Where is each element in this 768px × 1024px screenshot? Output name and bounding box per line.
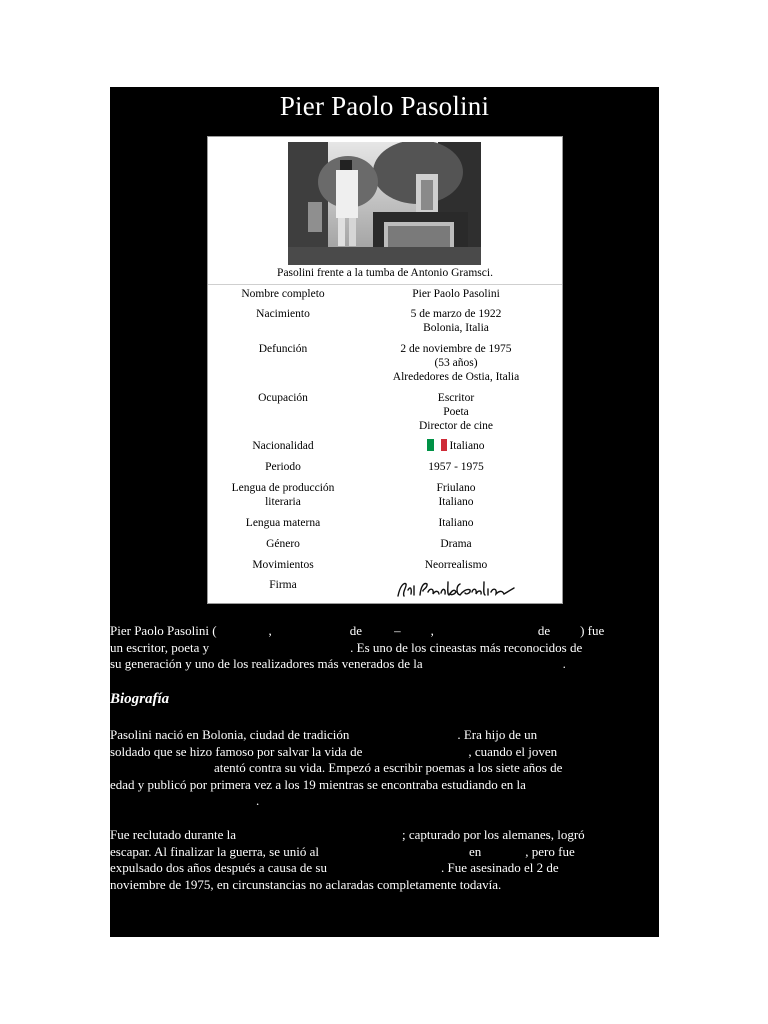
bio-paragraph-1: Pasolini nació en Bolonia, ciudad de tradición . Era hijo de un soldado que se hizo famoso por salvar la vida de , cuando el joven atentó contra su vida. Empezó a escribir poemas a los siete años de edad y publicó por primera vez a los 19 mientras se encontraba estudiando en la . xyxy=(110,727,563,809)
intro-paragraph: Pier Paolo Pasolini ( , de – , de ) fue un escritor, poeta y . Es uno de los cineastas más reconocidos de su generación y uno de los realizadores más venerados de la . xyxy=(110,623,605,672)
infobox-value-line: 5 de marzo de 1922 xyxy=(410,308,502,320)
section-heading-biografia: Biografía xyxy=(110,691,170,707)
infobox-label-line: Lengua materna xyxy=(245,517,321,529)
document-page xyxy=(110,87,659,937)
infobox-label-line: Nombre completo xyxy=(241,288,325,300)
photo-caption: Pasolini frente a la tumba de Antonio Gramsci. xyxy=(277,267,493,279)
page-title: Pier Paolo Pasolini xyxy=(279,91,490,121)
infobox-value-line: Escritor xyxy=(437,392,475,404)
infobox-label-line: Movimientos xyxy=(252,559,314,571)
infobox-label-line: Periodo xyxy=(265,461,301,473)
infobox-value-line: Italiano xyxy=(438,517,474,529)
infobox-label-line: literaria xyxy=(265,496,301,508)
infobox-label-line: Nacimiento xyxy=(256,308,310,320)
infobox-value-line: 1957 - 1975 xyxy=(428,461,484,473)
intro-text: Pier Paolo Pasolini ( xyxy=(110,623,217,638)
infobox-value-line: Pier Paolo Pasolini xyxy=(412,288,500,300)
infobox-label-line: Firma xyxy=(269,579,297,591)
infobox-value-line: Bolonia, Italia xyxy=(423,322,489,334)
infobox-value-line: Alrededores de Ostia, Italia xyxy=(392,371,520,383)
article-body xyxy=(110,87,659,937)
infobox-value-line: Neorrealismo xyxy=(424,559,488,571)
infobox-label-line: Ocupación xyxy=(258,392,308,404)
bio-paragraph-2: Fue reclutado durante la ; capturado por los alemanes, logró escapar. Al finalizar la guerra, se unió al en , pero fue expulsado dos años después a causa de su . Fue asesinado el 2 de noviembre de 1975, en circunstancias no aclaradas completamente todavía. xyxy=(110,827,585,892)
infobox-label-line: Lengua de producción xyxy=(231,482,335,494)
infobox-label-line: Defunción xyxy=(258,343,308,355)
infobox-value-line: Poeta xyxy=(443,406,469,418)
infobox-label-line: Nacionalidad xyxy=(252,440,314,452)
infobox-value-line: Italiano xyxy=(449,440,485,452)
infobox-value-line: Director de cine xyxy=(418,420,494,432)
infobox-label-line: Género xyxy=(266,538,300,550)
infobox-value-line: Drama xyxy=(440,538,472,550)
infobox-value-line: (53 años) xyxy=(434,357,478,369)
infobox-value-line: 2 de noviembre de 1975 xyxy=(400,343,512,355)
infobox-value-line: Italiano xyxy=(438,496,474,508)
infobox-value-line: Friulano xyxy=(436,482,476,494)
